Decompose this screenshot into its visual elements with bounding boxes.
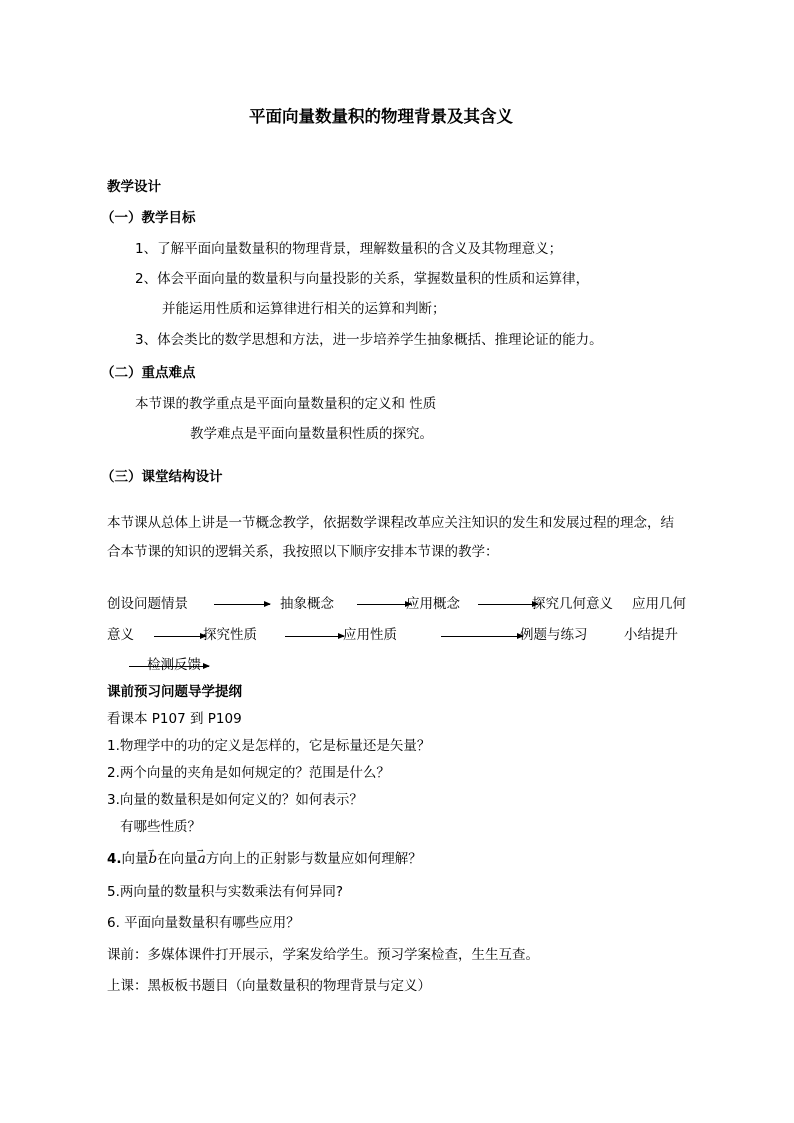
section-heading-design: 教学设计 <box>107 179 161 195</box>
key-point: 教学难点是平面向量数量积性质的探究。 <box>190 426 433 442</box>
flow-step: 应用概念 <box>406 596 460 612</box>
question-number: 4. <box>107 851 122 867</box>
flow-step: 创设问题情景 <box>107 596 188 612</box>
flow-step: 抽象概念 <box>280 596 334 612</box>
flow-step: 检测反馈 <box>147 657 201 673</box>
vector-a: → a <box>198 851 206 867</box>
flow-arrow <box>357 604 411 605</box>
preview-pages: 看课本 P107 到 P109 <box>107 711 242 727</box>
key-point: 本节课的教学重点是平面向量数量积的定义和 性质 <box>135 396 437 412</box>
question-item: 有哪些性质？ <box>120 819 201 835</box>
question-text: 向量 <box>121 851 149 867</box>
goal-item: 并能运用性质和运算律进行相关的运算和判断； <box>162 301 446 317</box>
flow-arrow <box>441 636 523 637</box>
flow-step: 应用几何 <box>632 596 686 612</box>
class-before: 课前：多媒体课件打开展示，学案发给学生。预习学案检查，生生互查。 <box>107 947 539 963</box>
question-item: 3.向量的数量积是如何定义的？如何表示？ <box>107 792 363 808</box>
flow-step: 应用性质 <box>343 627 397 643</box>
vector-b: → b <box>149 851 158 867</box>
goal-item: 2、体会平面向量的数量积与向量投影的关系，掌握数量积的性质和运算律， <box>135 271 590 287</box>
preview-heading: 课前预习问题导学提纲 <box>107 684 242 700</box>
goal-item: 3、体会类比的数学思想和方法，进一步培养学生抽象概括、推理论证的能力。 <box>135 332 603 348</box>
structure-paragraph-line: 本节课从总体上讲是一节概念教学，依据数学课程改革应关注知识的发生和发展过程的理念，结 <box>107 515 674 531</box>
flow-step: 探究性质 <box>203 627 257 643</box>
question-item: 1.物理学中的功的定义是怎样的，它是标量还是矢量？ <box>107 738 431 754</box>
key-heading: （二）重点难点 <box>101 365 196 381</box>
page-title: 平面向量数量积的物理背景及其含义 <box>249 107 513 126</box>
question-item: 2.两个向量的夹角是如何规定的？范围是什么？ <box>107 765 390 781</box>
flow-step: 探究几何意义 <box>532 596 613 612</box>
flow-step: 例题与练习 <box>520 627 588 643</box>
flow-arrow <box>285 636 344 637</box>
question-item: 6. 平面向量数量积有哪些应用？ <box>107 915 300 931</box>
flow-step: 小结提升 <box>624 627 678 643</box>
flow-arrow <box>214 604 270 605</box>
flow-step: 意义 <box>107 627 134 643</box>
question-item: 5.两向量的数量积与实数乘法有何异同? <box>107 884 344 900</box>
structure-heading: （三）课堂结构设计 <box>101 469 223 485</box>
question-text: 方向上的正射影与数量应如何理解？ <box>205 851 422 867</box>
class-start: 上课：黑板板书题目（向量数量积的物理背景与定义） <box>107 978 431 994</box>
goals-heading: （一）教学目标 <box>101 210 196 226</box>
flow-arrow <box>154 636 206 637</box>
goal-item: 1、了解平面向量数量积的物理背景，理解数量积的含义及其物理意义； <box>135 241 563 257</box>
question-item <box>107 850 422 868</box>
structure-paragraph-line: 合本节课的知识的逻辑关系，我按照以下顺序安排本节课的教学： <box>107 544 499 560</box>
flow-arrow <box>478 604 538 605</box>
question-text: 在向量 <box>157 851 198 867</box>
